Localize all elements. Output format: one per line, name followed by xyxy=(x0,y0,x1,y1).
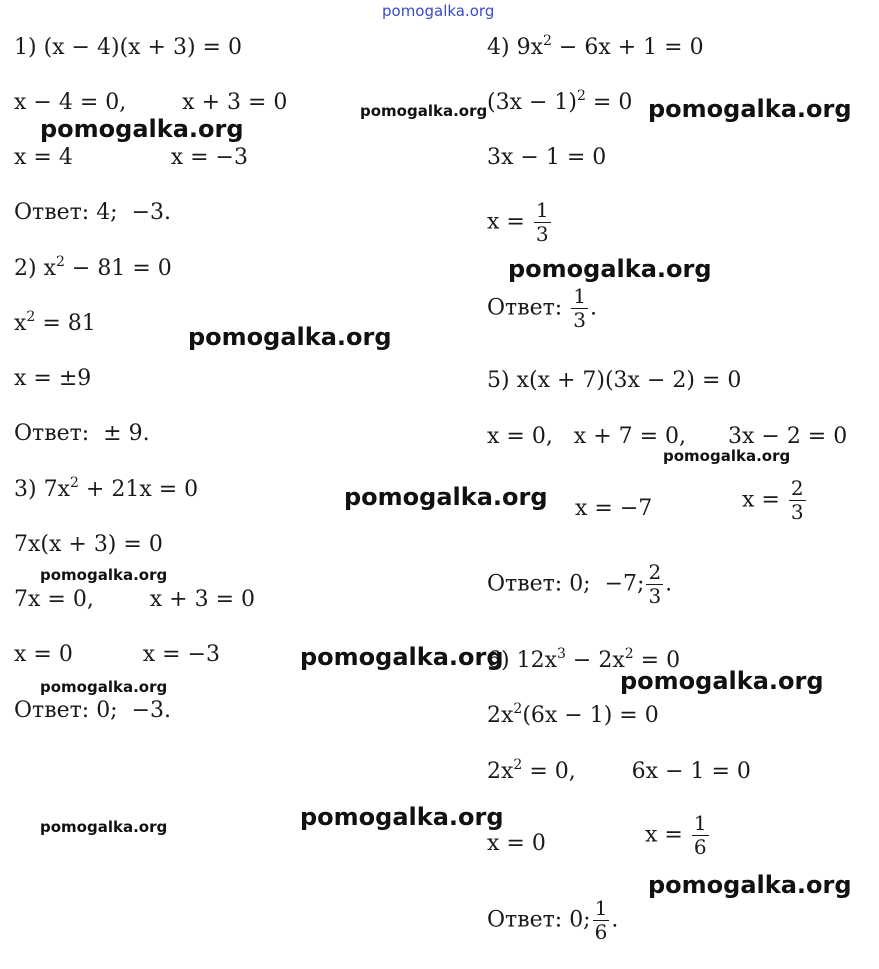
problem-6-answer: Ответ: 0; $\frac{1}{6}$ . xyxy=(487,896,619,944)
problem-2-equation: 2) $x^2 - 81 = 0$ xyxy=(14,254,172,281)
watermark: pomogalka.org xyxy=(508,255,712,283)
problem-4-root: x = $\frac{1}{3}$ xyxy=(487,198,549,246)
watermark: pomogalka.org xyxy=(360,102,488,120)
problem-4-square: $(3x - 1)^2 = 0$ xyxy=(487,88,633,115)
problem-5-root-a: x = −7 xyxy=(575,496,653,521)
watermark: pomogalka.org xyxy=(620,667,824,695)
watermark: pomogalka.org xyxy=(648,871,852,899)
watermark: pomogalka.org xyxy=(40,818,168,836)
problem-1-equation: 1) (x − 4)(x + 3) = 0 xyxy=(14,35,242,60)
problem-2-answer: Ответ: ± 9. xyxy=(14,421,150,446)
problem-3-answer: Ответ: 0; −3. xyxy=(14,698,172,723)
problem-5-root-b: x = $\frac{2}{3}$ xyxy=(742,476,804,524)
watermark-top: pomogalka.org xyxy=(382,2,495,20)
problem-3-roots: x = 0 x = −3 xyxy=(14,642,221,667)
problem-3-split: 7x = 0, x + 3 = 0 xyxy=(14,587,256,612)
problem-6-split: $2x^2 = 0$, 6x − 1 = 0 xyxy=(487,757,751,784)
watermark: pomogalka.org xyxy=(648,95,852,123)
problem-4-equation: 4) $9x^2 - 6x + 1 = 0$ xyxy=(487,33,704,60)
problem-6-root-b: x = $\frac{1}{6}$ xyxy=(645,811,707,859)
problem-5-equation: 5) x(x + 7)(3x − 2) = 0 xyxy=(487,368,742,393)
watermark: pomogalka.org xyxy=(344,483,548,511)
watermark: pomogalka.org xyxy=(40,678,168,696)
problem-6-factored: $2x^2(6x - 1) = 0$ xyxy=(487,701,659,728)
problem-1-answer: Ответ: 4; −3. xyxy=(14,200,172,225)
problem-3-equation: 3) $7x^2 + 21x = 0$ xyxy=(14,475,199,502)
watermark: pomogalka.org xyxy=(663,447,791,465)
problem-2-step: $x^2 = 81$ xyxy=(14,309,96,336)
watermark: pomogalka.org xyxy=(40,115,244,143)
problem-1-roots: x = 4 x = −3 xyxy=(14,145,248,170)
problem-5-answer: Ответ: 0; −7; $\frac{2}{3}$ . xyxy=(487,560,673,608)
problem-2-roots: x = ±9 xyxy=(14,366,92,391)
problem-3-factored: 7x(x + 3) = 0 xyxy=(14,532,163,557)
problem-1-split: x − 4 = 0, x + 3 = 0 xyxy=(14,90,288,115)
problem-5-split: x = 0, x + 7 = 0, 3x − 2 = 0 xyxy=(487,424,848,449)
watermark: pomogalka.org xyxy=(40,566,168,584)
problem-6-equation: 6) $12x^3 - 2x^2 = 0$ xyxy=(487,646,681,673)
watermark: pomogalka.org xyxy=(300,643,504,671)
watermark: pomogalka.org xyxy=(188,323,392,351)
problem-6-root-a: x = 0 xyxy=(487,831,546,856)
watermark: pomogalka.org xyxy=(300,803,504,831)
problem-4-answer: Ответ: $\frac{1}{3}$ . xyxy=(487,284,597,332)
problem-4-linear: 3x − 1 = 0 xyxy=(487,145,607,170)
